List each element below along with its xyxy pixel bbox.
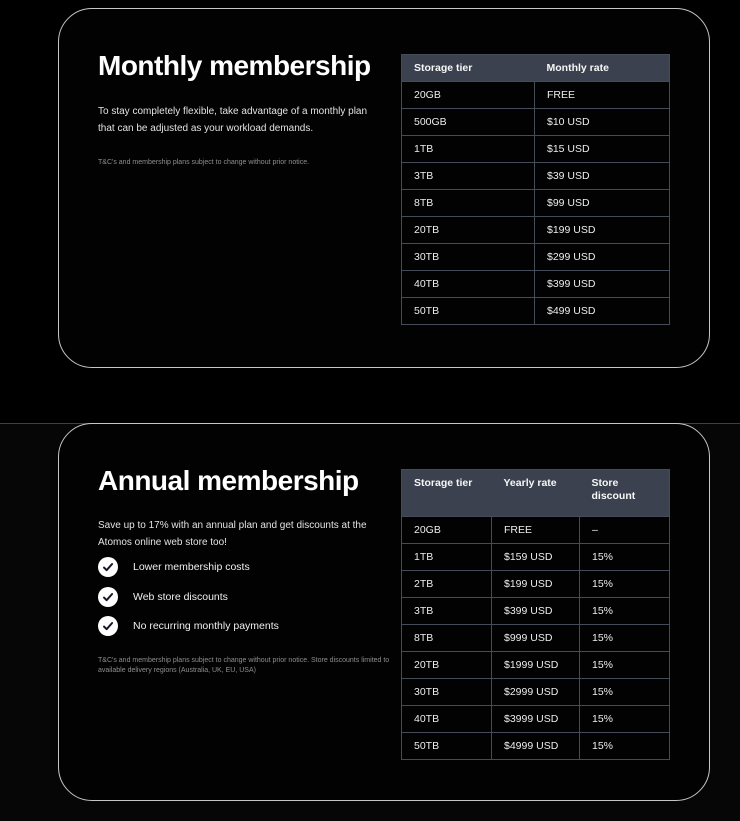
annual-card-title: Annual membership xyxy=(98,465,359,496)
monthly-fine-print: T&C's and membership plans subject to change without prior notice. xyxy=(98,159,310,166)
table-row xyxy=(402,598,670,625)
table-cell: 40TB xyxy=(402,706,492,733)
benefit-item xyxy=(98,587,279,607)
table-row xyxy=(402,706,670,733)
table-cell: 15% xyxy=(580,625,670,652)
table-cell: $999 USD xyxy=(492,625,580,652)
table-cell: 20GB xyxy=(402,517,492,544)
table-cell: $10 USD xyxy=(535,109,670,136)
table-cell: FREE xyxy=(492,517,580,544)
table-cell: 20TB xyxy=(402,652,492,679)
table-cell: 15% xyxy=(580,544,670,571)
table-cell: 8TB xyxy=(402,190,535,217)
table-cell: $15 USD xyxy=(535,136,670,163)
column-header: Store discount xyxy=(580,470,670,517)
annual-section xyxy=(0,423,740,821)
table-row xyxy=(402,733,670,760)
table-cell: 3TB xyxy=(402,598,492,625)
table-cell: 50TB xyxy=(402,733,492,760)
table-cell: FREE xyxy=(535,82,670,109)
table-cell: $1999 USD xyxy=(492,652,580,679)
table-cell: $99 USD xyxy=(535,190,670,217)
benefit-item xyxy=(98,616,279,636)
benefit-label: Lower membership costs xyxy=(133,561,250,573)
table-row xyxy=(402,517,670,544)
table-cell: $499 USD xyxy=(535,298,670,325)
table-cell: $4999 USD xyxy=(492,733,580,760)
table-cell: $399 USD xyxy=(492,598,580,625)
table-header-row xyxy=(402,55,670,82)
monthly-rates-table xyxy=(401,54,670,325)
table-cell: 1TB xyxy=(402,136,535,163)
table-cell: 30TB xyxy=(402,679,492,706)
annual-rates-table-container xyxy=(401,469,669,760)
table-cell: 1TB xyxy=(402,544,492,571)
table-row xyxy=(402,163,670,190)
table-cell: 2TB xyxy=(402,571,492,598)
table-cell: $199 USD xyxy=(492,571,580,598)
monthly-card-title: Monthly membership xyxy=(98,50,371,81)
table-cell: 3TB xyxy=(402,163,535,190)
table-cell: 40TB xyxy=(402,271,535,298)
table-cell: 15% xyxy=(580,706,670,733)
table-cell: 500GB xyxy=(402,109,535,136)
table-row xyxy=(402,136,670,163)
table-cell: 15% xyxy=(580,733,670,760)
table-row xyxy=(402,544,670,571)
table-cell: – xyxy=(580,517,670,544)
check-circle-icon xyxy=(98,587,118,607)
table-cell: 20TB xyxy=(402,217,535,244)
table-cell: $199 USD xyxy=(535,217,670,244)
column-header: Storage tier xyxy=(402,55,535,82)
annual-rates-table xyxy=(401,469,670,760)
annual-card-description: Save up to 17% with an annual plan and get discounts at the Atomos online web store too! xyxy=(98,520,367,548)
table-cell: 15% xyxy=(580,679,670,706)
table-cell: 15% xyxy=(580,652,670,679)
table-cell: 50TB xyxy=(402,298,535,325)
table-row xyxy=(402,190,670,217)
table-row xyxy=(402,271,670,298)
table-row xyxy=(402,109,670,136)
column-header: Monthly rate xyxy=(535,55,670,82)
table-row xyxy=(402,217,670,244)
monthly-card-description: To stay completely flexible, take advantage of a monthly plan that can be adjusted as your workload demands. xyxy=(98,106,368,134)
column-header: Yearly rate xyxy=(492,470,580,517)
table-cell: 20GB xyxy=(402,82,535,109)
table-cell: 15% xyxy=(580,598,670,625)
table-row xyxy=(402,625,670,652)
check-circle-icon xyxy=(98,557,118,577)
check-circle-icon xyxy=(98,616,118,636)
annual-membership-card xyxy=(58,423,710,801)
table-cell: $39 USD xyxy=(535,163,670,190)
annual-fine-print: T&C's and membership plans subject to change without prior notice. Store discounts limited to available delivery regions (Australia, UK, EU, USA) xyxy=(98,657,390,674)
monthly-rates-table-container xyxy=(401,54,669,325)
table-cell: $299 USD xyxy=(535,244,670,271)
column-header: Storage tier xyxy=(402,470,492,517)
table-row xyxy=(402,679,670,706)
annual-benefits-list xyxy=(98,557,279,646)
benefit-label: No recurring monthly payments xyxy=(133,620,279,632)
table-cell: 30TB xyxy=(402,244,535,271)
monthly-membership-card xyxy=(58,8,710,368)
table-row xyxy=(402,82,670,109)
table-row xyxy=(402,571,670,598)
table-cell: $399 USD xyxy=(535,271,670,298)
table-row xyxy=(402,652,670,679)
table-header-row xyxy=(402,470,670,517)
table-cell: $2999 USD xyxy=(492,679,580,706)
table-cell: 8TB xyxy=(402,625,492,652)
table-row xyxy=(402,244,670,271)
table-cell: $159 USD xyxy=(492,544,580,571)
benefit-label: Web store discounts xyxy=(133,590,228,603)
table-cell: 15% xyxy=(580,571,670,598)
table-cell: $3999 USD xyxy=(492,706,580,733)
benefit-item xyxy=(98,557,279,577)
table-row xyxy=(402,298,670,325)
